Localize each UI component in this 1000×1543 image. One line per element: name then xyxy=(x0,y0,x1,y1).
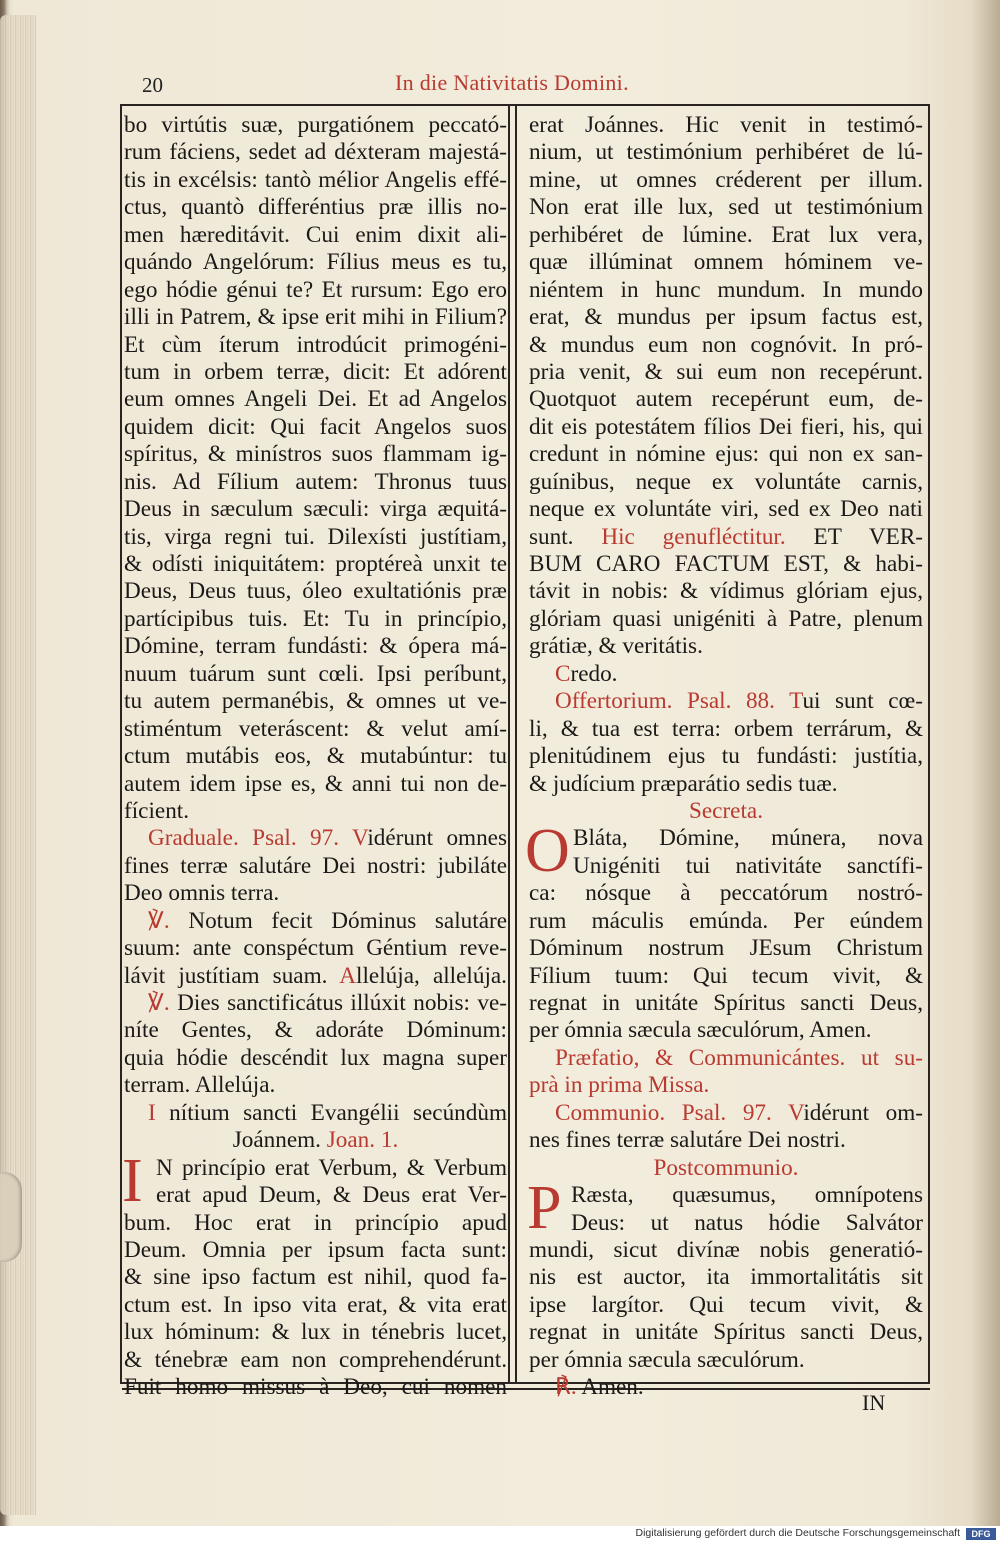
secret-line: Unigéniti tui nativitáte sanctífi- xyxy=(573,852,923,879)
versicle-line: ℣. Notum fecit Dóminus salutáre xyxy=(148,907,508,934)
catchword: IN xyxy=(862,1390,886,1415)
text-line: Non erat ille lux, sed ut testimónium xyxy=(529,194,923,221)
text-line: credunt in nómine ejus: qui non ex san- xyxy=(529,441,923,468)
gospel-line: I N princípio erat Verbum, & Verbum xyxy=(122,1146,507,1215)
text-line: quidem dicit: Qui facit Angelos suos xyxy=(124,413,507,440)
text-line: spíritus, & minístros suos flammam ig- xyxy=(124,441,507,468)
gradual-line: Deo omnis terra. xyxy=(124,880,280,907)
gospel-reference: Joan. 1. xyxy=(326,1127,399,1154)
text-line: nuum tuárum sunt cœli. Ipsi períbunt, xyxy=(124,660,507,687)
text-line: eum omnes Angeli Dei. Et ad Angelos xyxy=(124,386,507,413)
postcommunion-line: regnat in unitáte Spíritus sancti Deus, xyxy=(529,1319,923,1346)
text-line: erat Joánnes. Hic venit in testimó- xyxy=(529,112,923,138)
text-line: nis. Ad Fílium autem: Thronus tuus xyxy=(124,468,507,495)
response-symbol: ℟. xyxy=(555,1374,577,1401)
text-line: quæ illúminat omnem hóminem ve- xyxy=(529,249,923,276)
gospel-heading: Joánnem. Joan. 1. xyxy=(232,1127,399,1154)
text-line: tum in orbem terræ, dicit: Et adórent xyxy=(124,358,507,385)
digitization-footer xyxy=(0,1526,1000,1543)
column-rule-right xyxy=(515,104,517,1384)
versicle-line: níte Gentes, & adoráte Dóminum: xyxy=(124,1017,507,1044)
text-line: Quotquot autem recepérunt eum, de- xyxy=(529,386,923,413)
text-line: ctus, quantò differéntius præ illis no- xyxy=(124,194,507,221)
preface-line: Præfatio, & Communicántes. ut su- xyxy=(555,1044,924,1071)
text-line: mine, ut omnes créderent per illum. xyxy=(529,166,923,193)
text-line: Et cùm íterum introdúcit primogéni- xyxy=(124,331,507,358)
gradual-line: fines terræ salutáre Dei nostri: jubiláte xyxy=(124,852,507,879)
text-line: BUM CARO FACTUM EST, & habi- xyxy=(529,551,923,577)
left-column xyxy=(124,112,507,1402)
gradual-line: Graduale. Psal. 97. Vidérunt omnes xyxy=(148,825,507,852)
offertory-line: Offertorium. Psal. 88. Tui sunt cœ- xyxy=(555,688,923,715)
versicle-line: terram. Allelúja. xyxy=(124,1072,276,1099)
gospel-line: Fuit homo missus à Deo, cui nomen xyxy=(124,1374,507,1401)
offertory-initial: T xyxy=(789,688,803,715)
text-line: pria venit, & sui eum non recepérunt. xyxy=(529,358,923,385)
gospel-line: erat apud Deum, & Deus erat Ver- xyxy=(156,1182,507,1209)
text-line: tu autem permanébis, & omnes ut ve- xyxy=(124,688,507,715)
drop-cap: P xyxy=(527,1174,562,1243)
secret-line: Fílium tuum: Qui tecum vivit, & xyxy=(529,962,923,989)
right-column xyxy=(525,112,924,1402)
text-line: partícipibus tuis. Et: Tu in princípio, xyxy=(124,605,507,632)
text-line: guínibus, neque ex voluntáte carnis, xyxy=(529,468,923,495)
drop-cap: O xyxy=(525,817,570,886)
offertory-label: Offertorium. Psal. 88. xyxy=(555,688,775,715)
secret-line: O Bláta, Dómine, múnera, nova xyxy=(525,817,923,886)
gospel-line: ctum est. In ipso vita erat, & vita erat xyxy=(124,1291,507,1318)
text-line: bo virtútis suæ, purgatiónem peccató- xyxy=(124,112,507,138)
text-line: rum fáciens, sedet ad déxteram majestá- xyxy=(124,139,507,166)
dfg-logo: DFG xyxy=(966,1528,996,1540)
text-line: ego hódie génui te? Et rursum: Ego ero xyxy=(124,276,507,303)
gospel-heading-initial: I xyxy=(148,1099,156,1126)
postcommunion-line: ipse largítor. Qui tecum vivit, & xyxy=(529,1291,923,1318)
text-line: erat, & mundus per ipsum factus est, xyxy=(529,304,923,331)
text-line: quándo Angelórum: Fílius meus es tu, xyxy=(124,249,507,276)
book-clasp-shadow xyxy=(0,1172,22,1262)
gospel-line: & sine ipso factum est nihil, quod fa- xyxy=(124,1264,507,1291)
genuflection-rubric: Hic genufléctitur. xyxy=(601,523,786,550)
communion-initial: V xyxy=(788,1099,804,1126)
offertory-line: li, & tua est terra: orbem terrárum, & xyxy=(529,715,923,742)
text-line: glóriam quasi unigéniti à Patre, plenum xyxy=(529,605,923,632)
text-line: Dómine, terram fundásti: & ópera má- xyxy=(124,633,507,660)
postcommunion-line: per ómnia sæcula sæculórum. xyxy=(529,1346,805,1373)
text-line: ctum mutábis eos, & mutabúntur: tu xyxy=(124,743,507,770)
alleluia-initial: A xyxy=(339,962,357,989)
communion-label: Communio. Psal. 97. xyxy=(555,1099,772,1126)
postcommunion-line: Deus: ut natus hódie Salvátor xyxy=(571,1209,923,1236)
offertory-line: plenitúdinem ejus tu fundásti: justítia, xyxy=(529,743,923,770)
page-header xyxy=(120,70,932,104)
versicle-symbol: ℣. xyxy=(148,907,170,934)
text-line: távit in nobis: & vídimus glóriam ejus, xyxy=(529,578,923,605)
text-line: illi in Patrem, & ipse erit mihi in Filium? xyxy=(124,304,507,331)
credo-initial: C xyxy=(555,660,571,687)
preface-line: prà in prima Missa. xyxy=(529,1072,710,1099)
response-line: ℟. Amen. xyxy=(555,1374,644,1401)
drop-cap: I xyxy=(122,1146,143,1215)
text-line: tis, virga regni tui. Dilexísti justítiam, xyxy=(124,523,507,550)
gradual-initial: V xyxy=(352,825,368,852)
text-line: Deus in sæculum sæculi: virga æquitá- xyxy=(124,496,507,523)
book-page-edges xyxy=(0,15,36,1515)
funding-note: Digitalisierung gefördert durch die Deutsche Forschungsgemeinschaft xyxy=(635,1527,960,1539)
text-line: dit eis potestátem fílios Dei fieri, his, qui xyxy=(529,413,923,440)
text-line: & odísti iniquitátem: proptéreà unxit te xyxy=(124,551,507,577)
versicle-line: quia hódie descéndit lux magna super xyxy=(124,1044,507,1071)
communion-line: nes fines terræ salutáre Dei nostri. xyxy=(529,1127,846,1154)
gospel-line: bum. Hoc erat in princípio apud xyxy=(124,1209,507,1236)
secret-line: rum máculis emúnda. Per eúndem xyxy=(529,907,923,934)
secret-line: ca: nósque à peccatórum nostró- xyxy=(529,880,923,907)
versicle-symbol: ℣. xyxy=(148,990,170,1016)
versicle-line: ℣. Dies sanctificátus illúxit nobis: ve- xyxy=(148,990,508,1016)
postcommunion-line: nis est auctor, ita immortalitátis sit xyxy=(529,1264,923,1291)
text-line: grátiæ, & veritátis. xyxy=(529,633,703,660)
text-line: men hæreditávit. Cui enim dixit ali- xyxy=(124,221,507,248)
text-line: neque ex voluntáte viri, sed ex Deo nati xyxy=(529,496,923,523)
postcommunion-heading: Postcommunio. xyxy=(653,1154,799,1181)
gradual-label: Graduale. Psal. 97. xyxy=(148,825,340,852)
text-line: nium, ut testimónium perhibéret de lú- xyxy=(529,139,923,166)
gospel-line: & ténebræ eam non comprehendérunt. xyxy=(124,1346,507,1373)
secret-line: per ómnia sæcula sæculórum, Amen. xyxy=(529,1017,872,1044)
postcommunion-line: P Ræsta, quæsumus, omnípotens xyxy=(527,1174,923,1243)
text-line: tis in excélsis: tantò mélior Angelis effé- xyxy=(124,166,507,193)
offertory-line: & judícium præparátio sedis tuæ. xyxy=(529,770,838,797)
communion-line: Communio. Psal. 97. Vidérunt om- xyxy=(555,1099,923,1126)
gospel-line: Deum. Omnia per ipsum facta sunt: xyxy=(124,1236,507,1263)
text-line: & mundus eum non cognóvit. In pró- xyxy=(529,331,923,358)
gospel-heading: I nítium sancti Evangélii secúndùm xyxy=(148,1099,507,1126)
secret-line: Dóminum nostrum JEsum Christum xyxy=(529,935,923,962)
text-line: niéntem in hunc mundum. In mundo xyxy=(529,276,923,303)
preface-initial: C xyxy=(688,1044,705,1071)
secret-heading: Secreta. xyxy=(688,797,764,824)
column-rule-left xyxy=(508,104,510,1384)
gospel-line: lux hóminum: & lux in ténebris lucet, xyxy=(124,1319,507,1346)
page-number: 20 xyxy=(142,73,163,97)
credo-line: Credo. xyxy=(555,660,618,687)
secret-line: regnat in unitáte Spíritus sancti Deus, xyxy=(529,990,923,1016)
text-line: stiméntum veteráscent: & velut amí- xyxy=(124,715,507,742)
text-line: Deus, Deus tuus, óleo exultatiónis præ xyxy=(124,578,507,605)
running-title: In die Nativitatis Domini. xyxy=(395,70,629,95)
postcommunion-line: mundi, sicut divínæ nobis generatió- xyxy=(529,1236,923,1263)
versicle-line: suum: ante conspéctum Géntium reve- xyxy=(124,935,507,962)
text-line: fícient. xyxy=(124,797,190,824)
text-line: autem idem ipse es, & anni tui non de- xyxy=(124,770,507,797)
genuflection-line: sunt. Hic genufléctitur. ET VER- xyxy=(529,523,924,550)
versicle-line: lávit justítiam suam. Allelúja, allelúja. xyxy=(124,962,507,989)
text-line: perhibéret de lúmine. Erat lux vera, xyxy=(529,221,923,248)
